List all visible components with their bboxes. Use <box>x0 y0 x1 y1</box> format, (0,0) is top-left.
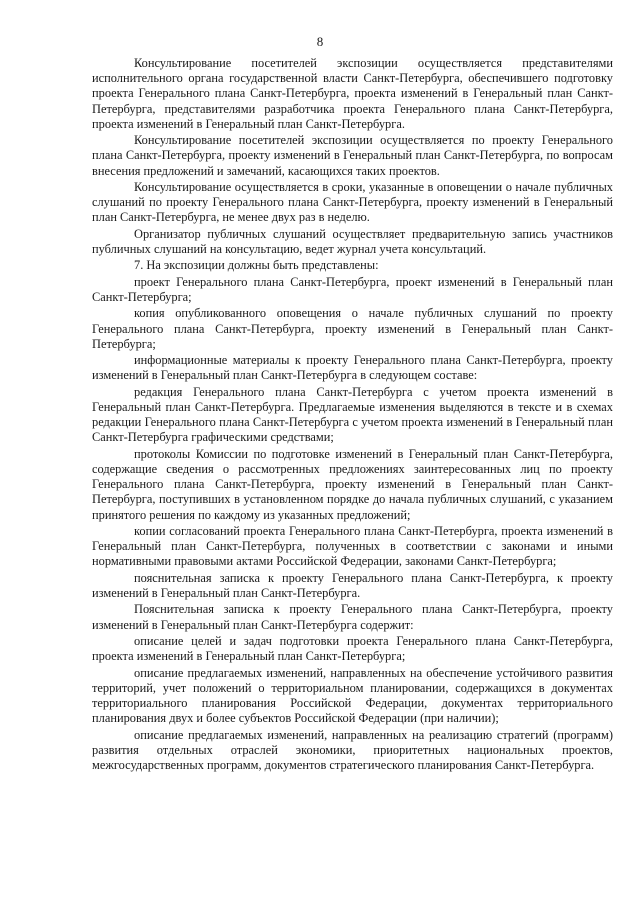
paragraph-explanatory-note-heading: Пояснительная записка к проекту Генерального плана Санкт-Петербурга, проекту изменений в Генеральный план Санкт-Петербурга содержит: <box>92 602 613 632</box>
paragraph-list-item: копия опубликованного оповещения о начале публичных слушаний по проекту Генерального плана Санкт-Петербурга, проекту изменений в Генеральный план Санкт-Петербурга; <box>92 306 613 351</box>
paragraph-list-item: копии согласований проекта Генерального плана Санкт-Петербурга, проекта изменений в Генеральный план Санкт-Петербурга, полученных в соответствии с законами и иными нормативными правовыми актами Российской Федерации, законами Санкт-Петербурга; <box>92 523 613 569</box>
body-text <box>92 56 613 774</box>
paragraph-list-item: описание предлагаемых изменений, направленных на реализацию стратегий (программ) развития отдельных отраслей экономики, приоритетных национальных проектов, межгосударственных программ, документов стратегического планирования Санкт-Петербурга. <box>92 727 613 772</box>
paragraph-list-item: описание целей и задач подготовки проекта Генерального плана Санкт-Петербурга, проекта изменений в Генеральный план Санкт-Петербурга; <box>92 633 613 664</box>
paragraph-section-7-heading: 7. На экспозиции должны быть представлены: <box>134 258 379 273</box>
paragraph-list-item: редакция Генерального плана Санкт-Петербурга с учетом проекта изменений в Генеральный план Санкт-Петербурга. Предлагаемые изменения выделяются в тексте и в схемах редакции Генерального плана Санкт-Петербурга с учетом проекта изменений в Генеральный план Санкт-Петербурга графическими средствами; <box>92 384 613 445</box>
paragraph-list-item: информационные материалы к проекту Генерального плана Санкт-Петербурга, проекту изменений в Генеральный план Санкт-Петербурга в следующем составе: <box>92 353 613 383</box>
paragraph-list-item: проект Генерального плана Санкт-Петербурга, проект изменений в Генеральный план Санкт-Петербурга; <box>92 274 613 304</box>
paragraph-list-item: описание предлагаемых изменений, направленных на обеспечение устойчивого развития территорий, учет положений о территориальном планировании, содержащихся в документах территориального планирования Российской Федерации, документах территориального планирования двух и более субъектов Российской Федерации (при наличии); <box>92 665 613 726</box>
paragraph-list-item: протоколы Комиссии по подготовке изменений в Генеральный план Санкт-Петербурга, содержащие сведения о рассмотренных предложениях заинтересованных лиц по проекту Генерального плана Санкт-Петербурга, проекту изменений в Генеральный план Санкт-Петербурга, поступивших в установленном порядке до начала публичных слушаний, с указанием принятого решения по каждому из указанных предложений; <box>92 446 613 522</box>
paragraph-consulting-registration: Организатор публичных слушаний осуществляет предварительную запись участников публичных слушаний на консультацию, ведет журнал учета консультаций. <box>92 226 613 256</box>
page-number: 8 <box>316 34 324 49</box>
paragraph-consulting-schedule: Консультирование осуществляется в сроки, указанные в оповещении о начале публичных слушаний по проекту Генерального плана Санкт-Петербурга, проекту изменений в Генеральный план Санкт-Петербурга, не менее двух раз в неделю. <box>92 180 613 225</box>
paragraph-list-item: пояснительная записка к проекту Генерального плана Санкт-Петербурга, к проекту изменений в Генеральный план Санкт-Петербурга. <box>92 570 613 600</box>
paragraph-consulting-by-representatives: Консультирование посетителей экспозиции осуществляется представителями исполнительного органа государственной власти Санкт-Петербурга, обеспечившего подготовку проекта Генерального плана Санкт-Петербурга, проекта изменений в Генеральный план Санкт-Петербурга, представителями разработчика проекта Генерального плана Санкт-Петербурга, проекта изменений в Генеральный план Санкт-Петербурга. <box>92 56 613 131</box>
paragraph-consulting-topics: Консультирование посетителей экспозиции осуществляется по проекту Генерального плана Санкт-Петербурга, проекту изменений в Генеральный план Санкт-Петербурга, по вопросам внесения предложений и замечаний, касающихся таких проектов. <box>92 133 613 178</box>
